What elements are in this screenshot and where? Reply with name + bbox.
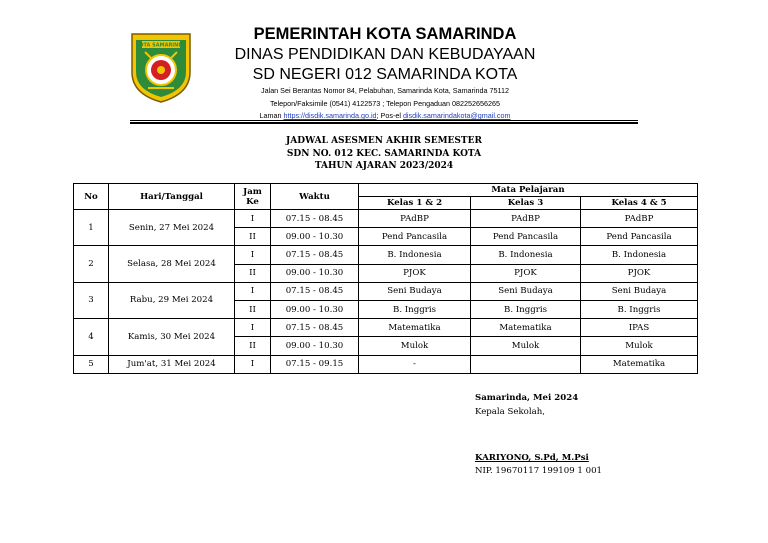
email-link[interactable]: disdik.samarindakota@gmail.com (402, 111, 511, 120)
table-row (74, 246, 698, 264)
session-number: II (235, 337, 271, 355)
day-date: Senin, 27 Mei 2024 (109, 210, 235, 246)
header-class-1-2: Kelas 1 & 2 (359, 197, 471, 210)
session-number: II (235, 300, 271, 318)
letterhead-address: Jalan Sei Berantas Nomor 84, Pelabuhan, Samarinda Kota, Samarinda 75112 (261, 86, 509, 95)
session-time: 07.15 - 09.15 (271, 355, 359, 373)
subject-cell: PJOK (581, 264, 698, 282)
header-session-line1: Jam (243, 186, 262, 197)
website-link[interactable]: https://disdik.samarinda.go.id (283, 111, 377, 120)
subject-cell: B. Indonesia (359, 246, 471, 264)
subject-cell: B. Indonesia (471, 246, 581, 264)
signature-role: Kepala Sekolah, (475, 407, 545, 417)
header-session-line2: Ke (246, 196, 259, 207)
table-row (74, 355, 698, 373)
subject-cell: Seni Budaya (359, 282, 471, 300)
table-row (74, 282, 698, 300)
signature-nip: NIP. 19670117 199109 1 001 (475, 466, 603, 476)
city-emblem-logo (128, 30, 194, 104)
session-number: I (235, 246, 271, 264)
title-line-1: JADWAL ASESMEN AKHIR SEMESTER (286, 136, 482, 146)
subject-cell: PAdBP (471, 210, 581, 228)
subject-cell: B. Inggris (471, 300, 581, 318)
session-time: 07.15 - 08.45 (271, 319, 359, 337)
letterhead (200, 24, 570, 123)
session-time: 07.15 - 08.45 (271, 246, 359, 264)
subject-cell: Pend Pancasila (581, 228, 698, 246)
session-number: I (235, 355, 271, 373)
day-number: 4 (74, 319, 109, 355)
letterhead-divider-thick (130, 122, 638, 124)
signature-block (475, 393, 602, 476)
header-class-4-5: Kelas 4 & 5 (581, 197, 698, 210)
document-title (0, 135, 768, 173)
day-date: Selasa, 28 Mei 2024 (109, 246, 235, 282)
day-date: Jum'at, 31 Mei 2024 (109, 355, 235, 373)
table-row (74, 210, 698, 228)
session-time: 09.00 - 10.30 (271, 337, 359, 355)
signature-place-date: Samarinda, Mei 2024 (475, 393, 579, 403)
day-number: 5 (74, 355, 109, 373)
subject-cell: PAdBP (581, 210, 698, 228)
subject-cell: B. Inggris (581, 300, 698, 318)
subject-cell (471, 355, 581, 373)
header-subjects: Mata Pelajaran (359, 184, 698, 197)
session-time: 09.00 - 10.30 (271, 300, 359, 318)
subject-cell: - (359, 355, 471, 373)
subject-cell: B. Indonesia (581, 246, 698, 264)
subject-cell: PAdBP (359, 210, 471, 228)
letterhead-phone: Telepon/Faksimile (0541) 4122573 ; Telepon Pengaduan 082252656265 (269, 98, 501, 108)
email-label: ; Pos-el (376, 111, 401, 120)
day-number: 3 (74, 282, 109, 318)
subject-cell: Seni Budaya (581, 282, 698, 300)
header-no: No (74, 184, 109, 210)
session-number: I (235, 210, 271, 228)
subject-cell: Matematika (359, 319, 471, 337)
session-number: I (235, 282, 271, 300)
header-session (235, 184, 271, 210)
subject-cell: Mulok (471, 337, 581, 355)
header-time: Waktu (271, 184, 359, 210)
day-date: Kamis, 30 Mei 2024 (109, 319, 235, 355)
subject-cell: Pend Pancasila (359, 228, 471, 246)
subject-cell: Mulok (359, 337, 471, 355)
subject-cell: Matematika (471, 319, 581, 337)
subject-cell: PJOK (359, 264, 471, 282)
session-time: 07.15 - 08.45 (271, 282, 359, 300)
day-number: 1 (74, 210, 109, 246)
title-line-2: SDN NO. 012 KEC. SAMARINDA KOTA (286, 148, 482, 159)
exam-schedule-table (73, 183, 698, 374)
day-number: 2 (74, 246, 109, 282)
session-number: I (235, 319, 271, 337)
subject-cell: Pend Pancasila (471, 228, 581, 246)
session-time: 09.00 - 10.30 (271, 264, 359, 282)
header-day-date: Hari/Tanggal (109, 184, 235, 210)
web-label: Laman (259, 111, 282, 120)
day-date: Rabu, 29 Mei 2024 (109, 282, 235, 318)
session-time: 09.00 - 10.30 (271, 228, 359, 246)
subject-cell: B. Inggris (359, 300, 471, 318)
letterhead-divider-thin (130, 120, 638, 121)
svg-text:KOTA SAMARINDA: KOTA SAMARINDA (135, 42, 187, 49)
header-class-3: Kelas 3 (471, 197, 581, 210)
letterhead-department: DINAS PENDIDIKAN DAN KEBUDAYAAN (234, 46, 536, 63)
session-number: II (235, 228, 271, 246)
session-number: II (235, 264, 271, 282)
signature-name: KARIYONO, S.Pd, M.Psi (475, 453, 589, 463)
subject-cell: PJOK (471, 264, 581, 282)
letterhead-government: PEMERINTAH KOTA SAMARINDA (253, 25, 517, 43)
session-time: 07.15 - 08.45 (271, 210, 359, 228)
subject-cell: Matematika (581, 355, 698, 373)
table-row (74, 319, 698, 337)
subject-cell: Seni Budaya (471, 282, 581, 300)
letterhead-school: SD NEGERI 012 SAMARINDA KOTA (252, 66, 518, 83)
subject-cell: IPAS (581, 319, 698, 337)
subject-cell: Mulok (581, 337, 698, 355)
title-line-3: TAHUN AJARAN 2023/2024 (314, 161, 454, 171)
